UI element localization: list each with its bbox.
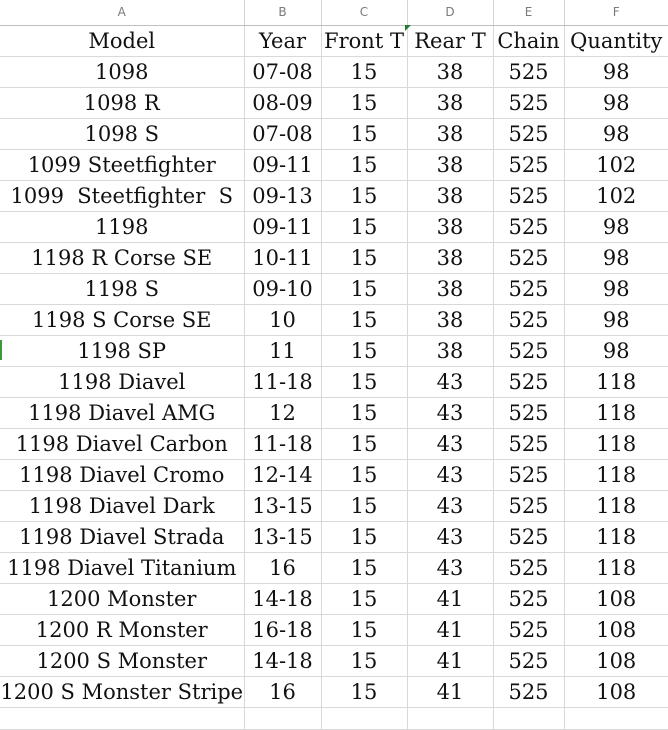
cell-chain[interactable]: 525 xyxy=(493,118,564,149)
cell-rear-t[interactable]: 38 xyxy=(407,87,493,118)
cell-rear-t[interactable]: 38 xyxy=(407,149,493,180)
cell-header-rear-t[interactable]: Rear T xyxy=(407,25,493,56)
cell-quantity[interactable]: 102 xyxy=(564,149,668,180)
table-row xyxy=(0,180,668,211)
cell-year[interactable]: 09-13 xyxy=(244,180,321,211)
cell-front-t[interactable]: 15 xyxy=(321,459,407,490)
cell-model[interactable]: 1098 R xyxy=(0,87,244,118)
cell-rear-t[interactable]: 43 xyxy=(407,397,493,428)
cell-year[interactable]: 16 xyxy=(244,676,321,707)
cell-quantity[interactable]: 108 xyxy=(564,583,668,614)
cell-chain[interactable]: 525 xyxy=(493,459,564,490)
cell-rear-t[interactable]: 38 xyxy=(407,56,493,87)
cell-front-t[interactable]: 15 xyxy=(321,428,407,459)
cell-year[interactable]: 16-18 xyxy=(244,614,321,645)
cell-year[interactable]: 14-18 xyxy=(244,583,321,614)
cell-model[interactable]: 1099 Steetfighter S xyxy=(0,180,244,211)
cell-rear-t[interactable]: 38 xyxy=(407,211,493,242)
cell-front-t[interactable]: 15 xyxy=(321,56,407,87)
table-row xyxy=(0,87,668,118)
cell-year[interactable]: 09-11 xyxy=(244,211,321,242)
cell-year[interactable]: 09-11 xyxy=(244,149,321,180)
cell-rear-t[interactable]: 38 xyxy=(407,304,493,335)
cell-model[interactable]: 1198 SP xyxy=(0,335,244,366)
cell-year[interactable]: 11-18 xyxy=(244,428,321,459)
cell-quantity[interactable]: 118 xyxy=(564,521,668,552)
cell-quantity[interactable]: 118 xyxy=(564,552,668,583)
cell-header-quantity[interactable]: Quantity xyxy=(564,25,668,56)
cell-year[interactable]: 07-08 xyxy=(244,56,321,87)
cell-model[interactable]: 1198 S Corse SE xyxy=(0,304,244,335)
cell-year[interactable]: 13-15 xyxy=(244,490,321,521)
cell-rear-t[interactable]: 41 xyxy=(407,676,493,707)
cell-model[interactable]: 1198 Diavel xyxy=(0,366,244,397)
table-row xyxy=(0,366,668,397)
row-edge-marker xyxy=(0,340,2,360)
cell-year[interactable]: 16 xyxy=(244,552,321,583)
cell-chain[interactable]: 525 xyxy=(493,87,564,118)
cell-front-t[interactable]: 15 xyxy=(321,552,407,583)
cell-year[interactable]: 14-18 xyxy=(244,645,321,676)
cell-model[interactable]: 1198 S xyxy=(0,273,244,304)
table-row xyxy=(0,118,668,149)
cell-front-t[interactable]: 15 xyxy=(321,211,407,242)
table-row xyxy=(0,676,668,707)
cell-model[interactable]: 1200 R Monster xyxy=(0,614,244,645)
cell-chain[interactable]: 525 xyxy=(493,242,564,273)
table-row xyxy=(0,490,668,521)
cell-rear-t[interactable]: 41 xyxy=(407,645,493,676)
cell-chain[interactable]: 525 xyxy=(493,676,564,707)
table-row xyxy=(0,459,668,490)
table-row xyxy=(0,304,668,335)
cell-quantity[interactable]: 98 xyxy=(564,242,668,273)
cell-model[interactable]: 1198 R Corse SE xyxy=(0,242,244,273)
cell-year[interactable]: 09-10 xyxy=(244,273,321,304)
cell-model[interactable]: 1198 Diavel AMG xyxy=(0,397,244,428)
cell-front-t[interactable]: 15 xyxy=(321,180,407,211)
column-header-e[interactable]: E xyxy=(493,0,564,25)
cell-quantity[interactable]: 98 xyxy=(564,273,668,304)
cell-chain[interactable]: 525 xyxy=(493,583,564,614)
cell-model[interactable]: 1198 Diavel Dark xyxy=(0,490,244,521)
table-row xyxy=(0,335,668,366)
table-row xyxy=(0,645,668,676)
cell-chain[interactable]: 525 xyxy=(493,614,564,645)
cell-empty[interactable] xyxy=(244,707,321,729)
comment-indicator-icon xyxy=(405,25,411,31)
cell-front-t[interactable]: 15 xyxy=(321,304,407,335)
cell-quantity[interactable]: 98 xyxy=(564,304,668,335)
cell-quantity[interactable]: 108 xyxy=(564,645,668,676)
cell-front-t[interactable]: 15 xyxy=(321,583,407,614)
cell-chain[interactable]: 525 xyxy=(493,490,564,521)
cell-empty[interactable] xyxy=(493,707,564,729)
cell-chain[interactable]: 525 xyxy=(493,645,564,676)
cell-quantity[interactable]: 98 xyxy=(564,56,668,87)
cell-model[interactable]: 1200 S Monster Stripe xyxy=(0,676,244,707)
cell-front-t[interactable]: 15 xyxy=(321,242,407,273)
cell-rear-t[interactable]: 43 xyxy=(407,521,493,552)
cell-year[interactable]: 11-18 xyxy=(244,366,321,397)
cell-quantity[interactable]: 98 xyxy=(564,118,668,149)
cell-rear-t[interactable]: 43 xyxy=(407,459,493,490)
table-row xyxy=(0,552,668,583)
cell-front-t[interactable]: 15 xyxy=(321,614,407,645)
cell-chain[interactable]: 525 xyxy=(493,273,564,304)
table-row xyxy=(0,211,668,242)
cell-rear-t[interactable]: 41 xyxy=(407,583,493,614)
cell-quantity[interactable]: 98 xyxy=(564,87,668,118)
column-header-b[interactable]: B xyxy=(244,0,321,25)
cell-header-chain[interactable]: Chain xyxy=(493,25,564,56)
cell-chain[interactable]: 525 xyxy=(493,211,564,242)
cell-year[interactable]: 12 xyxy=(244,397,321,428)
cell-model[interactable]: 1200 Monster xyxy=(0,583,244,614)
cell-front-t[interactable]: 15 xyxy=(321,490,407,521)
cell-year[interactable]: 07-08 xyxy=(244,118,321,149)
cell-rear-t[interactable]: 38 xyxy=(407,118,493,149)
cell-model[interactable]: 1098 xyxy=(0,56,244,87)
cell-front-t[interactable]: 15 xyxy=(321,397,407,428)
cell-quantity[interactable]: 118 xyxy=(564,366,668,397)
cell-rear-t[interactable]: 43 xyxy=(407,490,493,521)
cell-front-t[interactable]: 15 xyxy=(321,149,407,180)
cell-year[interactable]: 10 xyxy=(244,304,321,335)
cell-front-t[interactable]: 15 xyxy=(321,521,407,552)
cell-chain[interactable]: 525 xyxy=(493,304,564,335)
cell-chain[interactable]: 525 xyxy=(493,428,564,459)
table-row-empty xyxy=(0,707,668,729)
cell-header-front-t[interactable]: Front T xyxy=(321,25,407,56)
cell-rear-t[interactable]: 38 xyxy=(407,180,493,211)
column-header-d[interactable]: D xyxy=(407,0,493,25)
cell-chain[interactable]: 525 xyxy=(493,335,564,366)
cell-rear-t[interactable]: 38 xyxy=(407,335,493,366)
cell-front-t[interactable]: 15 xyxy=(321,335,407,366)
table-row xyxy=(0,583,668,614)
cell-year[interactable]: 10-11 xyxy=(244,242,321,273)
table-row xyxy=(0,397,668,428)
cell-chain[interactable]: 525 xyxy=(493,366,564,397)
cell-model[interactable]: 1099 Steetfighter xyxy=(0,149,244,180)
cell-rear-t[interactable]: 41 xyxy=(407,614,493,645)
cell-model[interactable]: 1098 S xyxy=(0,118,244,149)
cell-year[interactable]: 13-15 xyxy=(244,521,321,552)
cell-quantity[interactable]: 98 xyxy=(564,211,668,242)
cell-front-t[interactable]: 15 xyxy=(321,645,407,676)
cell-header-model[interactable]: Model xyxy=(0,25,244,56)
cell-year[interactable]: 12-14 xyxy=(244,459,321,490)
cell-front-t[interactable]: 15 xyxy=(321,87,407,118)
cell-quantity[interactable]: 102 xyxy=(564,180,668,211)
cell-quantity[interactable]: 108 xyxy=(564,614,668,645)
cell-chain[interactable]: 525 xyxy=(493,397,564,428)
column-header-f[interactable]: F xyxy=(564,0,668,25)
cell-front-t[interactable]: 15 xyxy=(321,273,407,304)
cell-model[interactable]: 1198 Diavel Strada xyxy=(0,521,244,552)
table-row xyxy=(0,614,668,645)
cell-chain[interactable]: 525 xyxy=(493,552,564,583)
cell-empty[interactable] xyxy=(0,707,244,729)
table-header-row xyxy=(0,25,668,56)
cell-model[interactable]: 1198 Diavel Cromo xyxy=(0,459,244,490)
cell-quantity[interactable]: 108 xyxy=(564,676,668,707)
cell-year[interactable]: 11 xyxy=(244,335,321,366)
cell-empty[interactable] xyxy=(564,707,668,729)
table-row xyxy=(0,521,668,552)
table-row xyxy=(0,242,668,273)
table-row xyxy=(0,428,668,459)
cell-quantity[interactable]: 118 xyxy=(564,490,668,521)
cell-model[interactable]: 1198 xyxy=(0,211,244,242)
cell-header-year[interactable]: Year xyxy=(244,25,321,56)
cell-front-t[interactable]: 15 xyxy=(321,366,407,397)
cell-front-t[interactable]: 15 xyxy=(321,118,407,149)
cell-rear-t[interactable]: 43 xyxy=(407,552,493,583)
cell-front-t[interactable]: 15 xyxy=(321,676,407,707)
cell-rear-t[interactable]: 43 xyxy=(407,366,493,397)
cell-chain[interactable]: 525 xyxy=(493,56,564,87)
cell-quantity[interactable]: 118 xyxy=(564,397,668,428)
cell-model[interactable]: 1198 Diavel Titanium xyxy=(0,552,244,583)
table-row xyxy=(0,273,668,304)
cell-chain[interactable]: 525 xyxy=(493,521,564,552)
column-header-c[interactable]: C xyxy=(321,0,407,25)
cell-rear-t[interactable]: 43 xyxy=(407,428,493,459)
cell-quantity[interactable]: 118 xyxy=(564,459,668,490)
column-header-row xyxy=(0,0,668,25)
cell-rear-t[interactable]: 38 xyxy=(407,242,493,273)
table-row xyxy=(0,149,668,180)
cell-quantity[interactable]: 118 xyxy=(564,428,668,459)
cell-quantity[interactable]: 98 xyxy=(564,335,668,366)
cell-year[interactable]: 08-09 xyxy=(244,87,321,118)
cell-chain[interactable]: 525 xyxy=(493,180,564,211)
table-row xyxy=(0,56,668,87)
cell-empty[interactable] xyxy=(321,707,407,729)
column-header-a[interactable]: A xyxy=(0,0,244,25)
cell-empty[interactable] xyxy=(407,707,493,729)
cell-chain[interactable]: 525 xyxy=(493,149,564,180)
cell-model[interactable]: 1198 Diavel Carbon xyxy=(0,428,244,459)
cell-model[interactable]: 1200 S Monster xyxy=(0,645,244,676)
cell-rear-t[interactable]: 38 xyxy=(407,273,493,304)
